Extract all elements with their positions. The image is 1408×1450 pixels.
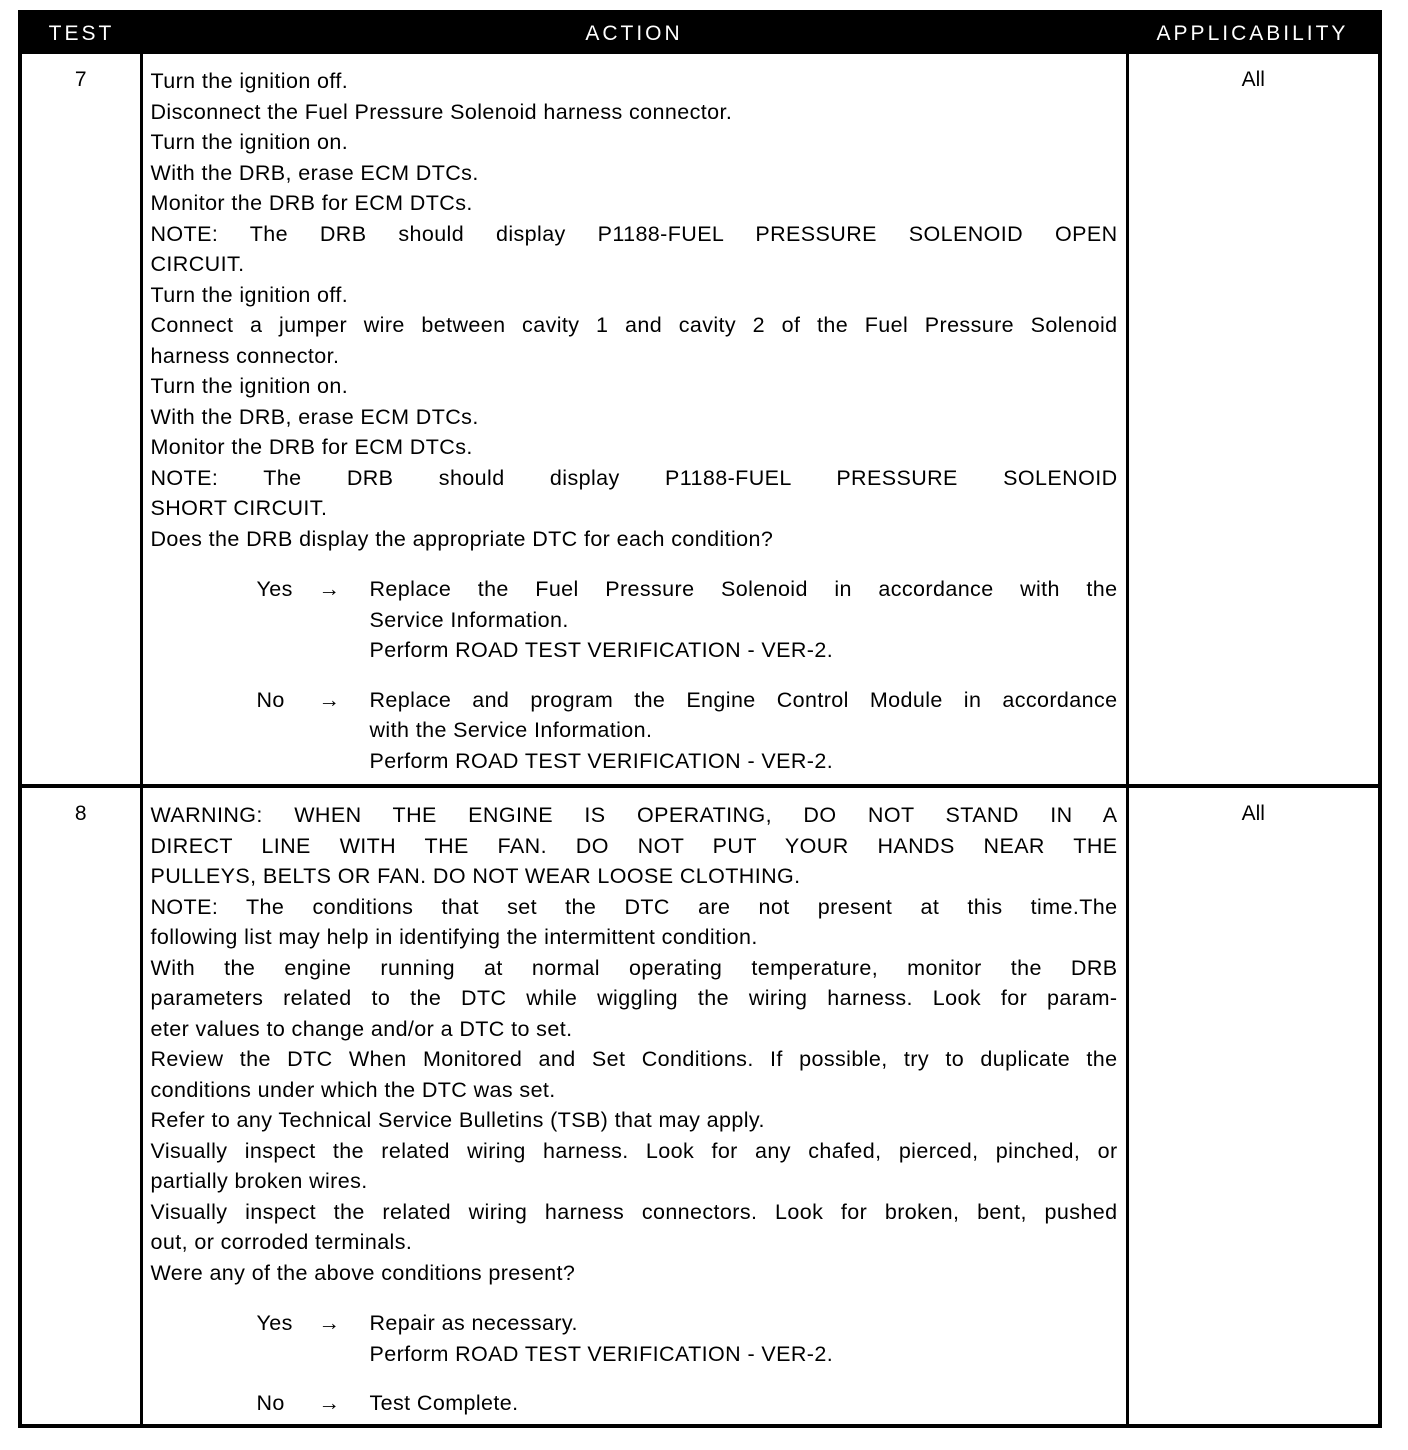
action-line: Disconnect the Fuel Pressure Solenoid harness connector. <box>150 99 733 124</box>
test-table-grid <box>22 14 1378 1427</box>
action-line: Visually inspect the related wiring harness. Look for any chafed, pierced, pinched, or <box>150 1138 1118 1163</box>
action-line: Connect a jumper wire between cavity 1 and cavity 2 of the Fuel Pressure Solenoid <box>150 313 1118 337</box>
action-line: eter values to change and/or a DTC to set. <box>150 1016 573 1041</box>
response-line: Perform ROAD TEST VERIFICATION - VER-2. <box>369 638 834 662</box>
action-line: With the DRB, erase ECM DTCs. <box>150 404 479 429</box>
action-line: parameters related to the DTC while wiggling the wiring harness. Look for param- <box>150 986 1118 1010</box>
action-line: Monitor the DRB for ECM DTCs. <box>150 435 473 459</box>
action-line: With the engine running at normal operating temperature, monitor the DRB <box>150 955 1118 980</box>
action-cell <box>141 54 1127 786</box>
action-line: DIRECT LINE WITH THE FAN. DO NOT PUT YOUR HANDS NEAR THE <box>150 833 1118 858</box>
response-body <box>370 685 1118 777</box>
test-row-8 <box>22 786 1378 1427</box>
response-block <box>151 1308 1118 1419</box>
response-body <box>370 574 1118 666</box>
response-no <box>151 1388 1118 1419</box>
response-line: Replace and program the Engine Control Module in accordance <box>369 687 1118 712</box>
applicability-value: All <box>1127 786 1378 1427</box>
action-line: NOTE: The DRB should display P1188-FUEL PRESSURE SOLENOID OPEN <box>150 221 1118 246</box>
response-line: Perform ROAD TEST VERIFICATION - VER-2. <box>369 748 834 773</box>
header-action: ACTION <box>141 14 1127 54</box>
action-line: CIRCUIT. <box>150 252 245 276</box>
action-line: Review the DTC When Monitored and Set Conditions. If possible, try to duplicate the <box>150 1047 1118 1071</box>
header-test: TEST <box>22 14 141 54</box>
action-line: Refer to any Technical Service Bulletins (TSB) that may apply. <box>150 1108 765 1132</box>
action-line: PULLEYS, BELTS OR FAN. DO NOT WEAR LOOSE CLOTHING. <box>150 864 801 888</box>
action-line: out, or corroded terminals. <box>150 1230 413 1254</box>
action-line: NOTE: The conditions that set the DTC are not present at this time.The <box>150 894 1118 919</box>
response-block <box>151 574 1118 776</box>
response-label: Yes <box>256 1311 293 1335</box>
response-line: with the Service Information. <box>369 718 653 742</box>
action-line: Turn the ignition on. <box>150 374 349 398</box>
right-arrow-icon: → <box>318 1391 340 1415</box>
action-line: With the DRB, erase ECM DTCs. <box>150 160 479 185</box>
action-line: Turn the ignition off. <box>150 282 349 307</box>
header-row <box>22 14 1378 54</box>
response-line: Test Complete. <box>369 1391 519 1415</box>
action-line: Monitor the DRB for ECM DTCs. <box>150 191 473 215</box>
action-line: Does the DRB display the appropriate DTC for each condition? <box>150 526 774 551</box>
response-line: Repair as necessary. <box>369 1311 578 1335</box>
response-body <box>370 1308 1118 1369</box>
response-yes <box>151 1308 1118 1369</box>
response-line: Replace the Fuel Pressure Solenoid in accordance with the <box>369 577 1118 601</box>
response-label: Yes <box>256 577 293 601</box>
action-line: NOTE: The DRB should display P1188-FUEL PRESSURE SOLENOID <box>150 465 1118 490</box>
action-line: partially broken wires. <box>150 1169 368 1193</box>
action-line: Visually inspect the related wiring harness connectors. Look for broken, bent, pushed <box>150 1199 1118 1224</box>
test-number: 7 <box>74 68 87 91</box>
action-line: Turn the ignition on. <box>150 130 349 154</box>
action-line: following list may help in identifying the intermittent condition. <box>150 925 758 949</box>
response-line: Perform ROAD TEST VERIFICATION - VER-2. <box>369 1341 834 1366</box>
action-cell <box>141 786 1127 1427</box>
action-line: Turn the ignition off. <box>150 69 349 93</box>
action-line: WARNING: WHEN THE ENGINE IS OPERATING, DO NOT STAND IN A <box>150 803 1118 827</box>
action-line: Were any of the above conditions present? <box>150 1260 576 1285</box>
right-arrow-icon: → <box>318 577 340 601</box>
action-line: conditions under which the DTC was set. <box>150 1077 556 1102</box>
response-label: No <box>256 687 285 712</box>
response-yes <box>151 574 1118 666</box>
test-row-7 <box>22 54 1378 786</box>
right-arrow-icon: → <box>318 1311 340 1335</box>
response-label: No <box>256 1391 285 1415</box>
test-number: 8 <box>22 786 141 1427</box>
response-body <box>370 1388 1118 1419</box>
action-line: harness connector. <box>150 343 340 368</box>
applicability-value: All <box>1127 54 1378 786</box>
right-arrow-icon: → <box>318 687 340 712</box>
header-applicability: APPLICABILITY <box>1127 14 1378 54</box>
action-line: SHORT CIRCUIT. <box>150 496 328 520</box>
response-line: Service Information. <box>369 607 569 632</box>
diagnostic-test-table <box>18 10 1382 1428</box>
response-no <box>151 685 1118 777</box>
